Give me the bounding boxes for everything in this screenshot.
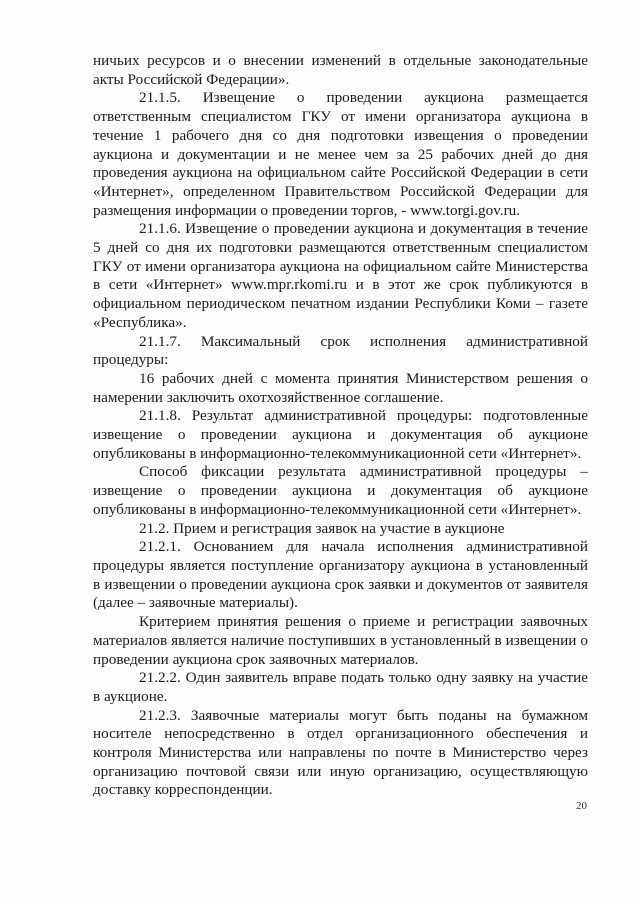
paragraph-21-1-5: 21.1.5. Извещение о проведении аукциона размещается ответственным специалистом ГКУ от имени организатора аукциона в течение 1 рабочего дня со дня подготовки извещения о проведении аукциона и документации и не менее чем за 25 рабочих дней до дня проведения аукциона на официальном сайте Российской Федерации в сети «Интернет», определенном Правительством Российской Федерации для размещения информации о проведении торгов, - www.torgi.gov.ru. (93, 89, 588, 219)
paragraph-21-1-6: 21.1.6. Извещение о проведении аукциона и документация в течение 5 дней со дня их подготовки размещаются ответственным специалистом ГКУ от имени организатора аукциона на официальном сайте Министерства в сети «Интернет» www.mpr.rkomi.ru и в этот же срок публикуются в официальном периодическом печатном издании Республики Коми – газете «Республика». (93, 220, 588, 331)
paragraph-21-2-heading: 21.2. Прием и регистрация заявок на участие в аукционе (139, 519, 505, 537)
paragraph-21-1-7-term: 16 рабочих дней с момента принятия Министерством решения о намерении заключить охотхозяйственное соглашение. (93, 369, 588, 406)
document-body (93, 52, 588, 800)
paragraph-21-1-7: 21.1.7. Максимальный срок исполнения административной процедуры: (93, 332, 588, 369)
paragraph-continuation: ничьих ресурсов и о внесении изменений в отдельные законодательные акты Российской Федерации». (93, 52, 588, 88)
paragraph-21-2-2: 21.2.2. Один заявитель вправе подать только одну заявку на участие в аукционе. (93, 669, 588, 705)
paragraph-21-1-8: 21.1.8. Результат административной процедуры: подготовленные извещение о проведении аукциона и документация об аукционе опубликованы в информационно-телекоммуникационной сети «Интернет». (93, 407, 588, 462)
paragraph-21-2-1: 21.2.1. Основанием для начала исполнения административной процедуры является поступление организатору аукциона в установленный в извещении о проведении аукциона срок заявки и документов от заявителя (далее – заявочные материалы). (93, 538, 588, 612)
paragraph-decision-criterion: Критерием принятия решения о приеме и регистрации заявочных материалов является наличие поступивших в установленный в извещении о проведении аукциона срок заявочных материалов. (93, 613, 588, 668)
page-number: 20 (576, 800, 587, 812)
paragraph-21-2-3: 21.2.3. Заявочные материалы могут быть поданы на бумажном носителе непосредственно в отдел организационного обеспечения и контроля Министерства или направлены по почте в Министерство через организацию почтовой связи или иную организацию, осуществляющую доставку корреспонденции. (93, 706, 588, 799)
paragraph-result-fixation: Способ фиксации результата административной процедуры – извещение о проведении аукциона и документация об аукционе опубликованы в информационно-телекоммуникационной сети «Интернет». (93, 463, 588, 518)
